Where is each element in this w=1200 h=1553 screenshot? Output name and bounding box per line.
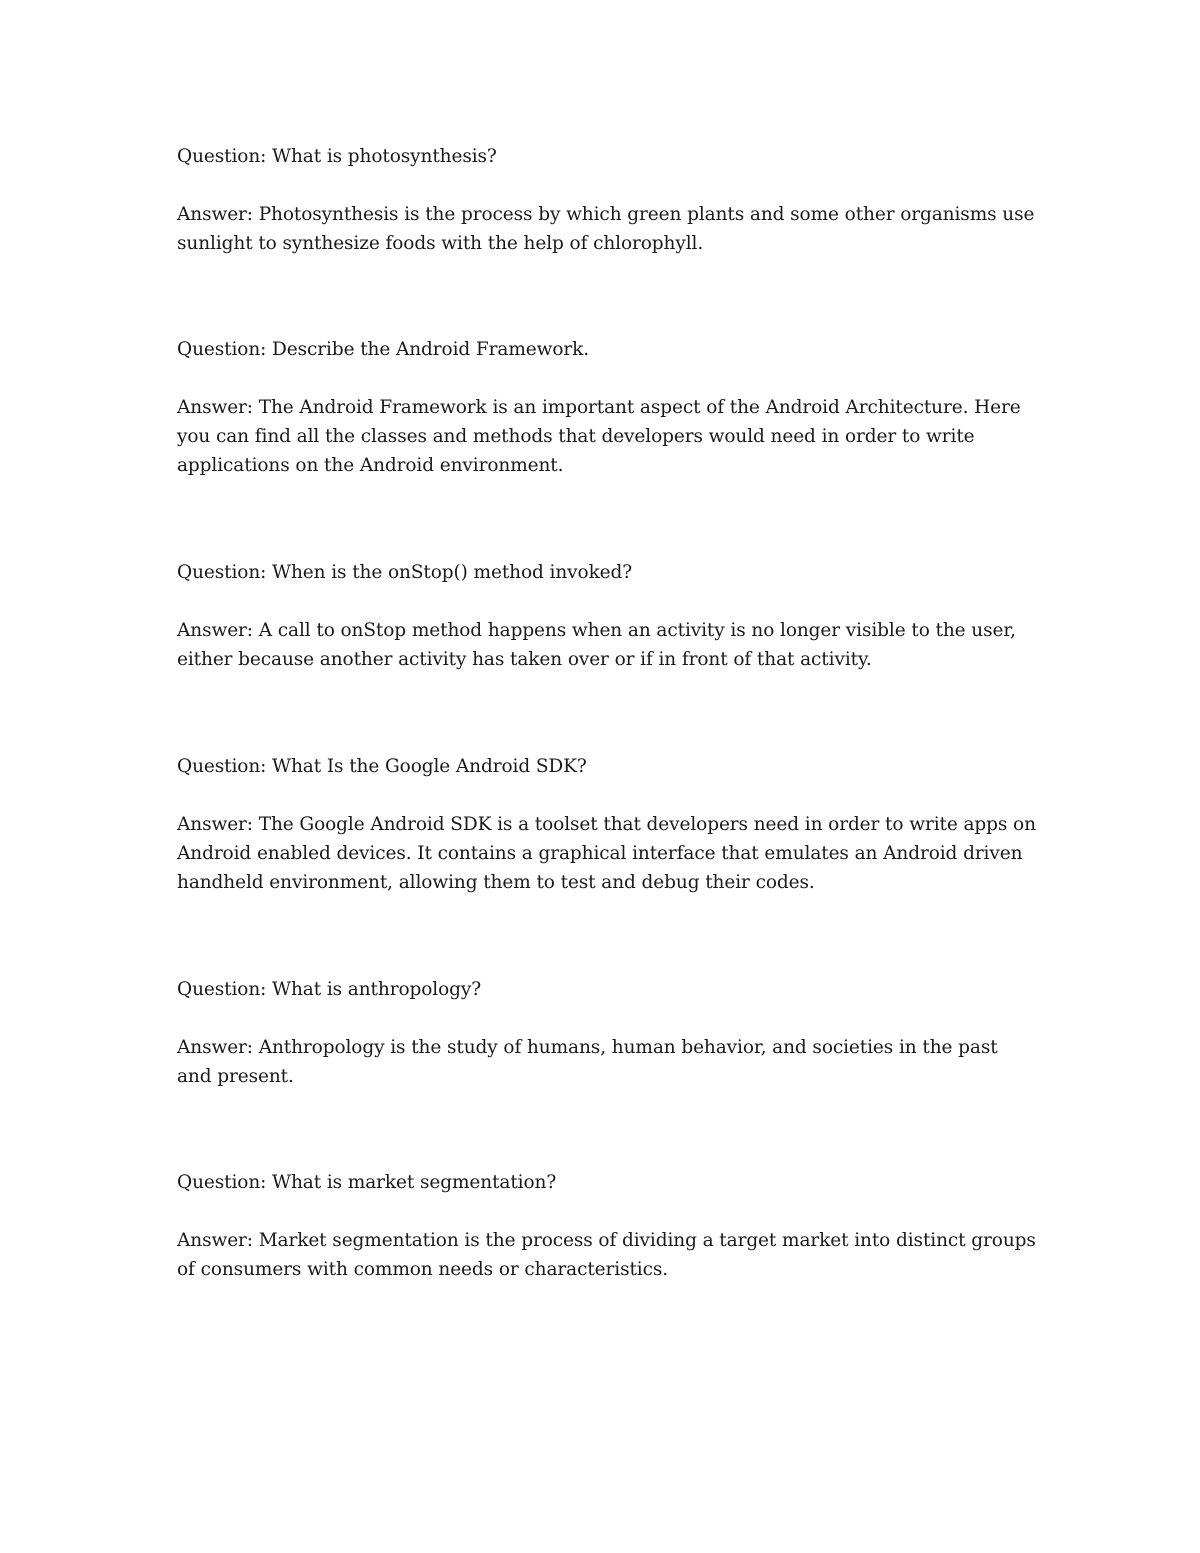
- answer-text-line: Answer: The Google Android SDK is a toolset that developers need in order to write apps on: [177, 814, 1036, 835]
- question-text: Question: What is photosynthesis?: [177, 146, 497, 167]
- answer-text-line: Answer: A call to onStop method happens when an activity is no longer visible to the user,: [177, 620, 1016, 641]
- answer-text-line: Answer: Photosynthesis is the process by which green plants and some other organisms use: [177, 204, 1035, 225]
- answer-text-line: Answer: The Android Framework is an important aspect of the Android Architecture. Here: [177, 397, 1021, 418]
- answer-text-line: Answer: Market segmentation is the process of dividing a target market into distinct groups: [177, 1230, 1036, 1251]
- answer-text-line: applications on the Android environment.: [177, 455, 564, 476]
- answer-text-line: either because another activity has taken over or if in front of that activity.: [177, 649, 872, 670]
- answer-text-line: handheld environment, allowing them to test and debug their codes.: [177, 872, 815, 893]
- answer-text-line: you can find all the classes and methods that developers would need in order to write: [177, 426, 975, 447]
- question-text: Question: What is anthropology?: [177, 979, 482, 1000]
- question-text: Question: When is the onStop() method invoked?: [177, 562, 633, 583]
- answer-text-line: sunlight to synthesize foods with the help of chlorophyll.: [177, 233, 704, 254]
- question-text: Question: What is market segmentation?: [177, 1172, 557, 1193]
- answer-text-line: and present.: [177, 1066, 294, 1087]
- answer-text-line: of consumers with common needs or characteristics.: [177, 1259, 669, 1280]
- question-text: Question: What Is the Google Android SDK?: [177, 756, 587, 777]
- question-text: Question: Describe the Android Framework.: [177, 339, 590, 360]
- answer-text-line: Answer: Anthropology is the study of humans, human behavior, and societies in the past: [177, 1037, 998, 1058]
- answer-text-line: Android enabled devices. It contains a graphical interface that emulates an Android driven: [177, 843, 1023, 864]
